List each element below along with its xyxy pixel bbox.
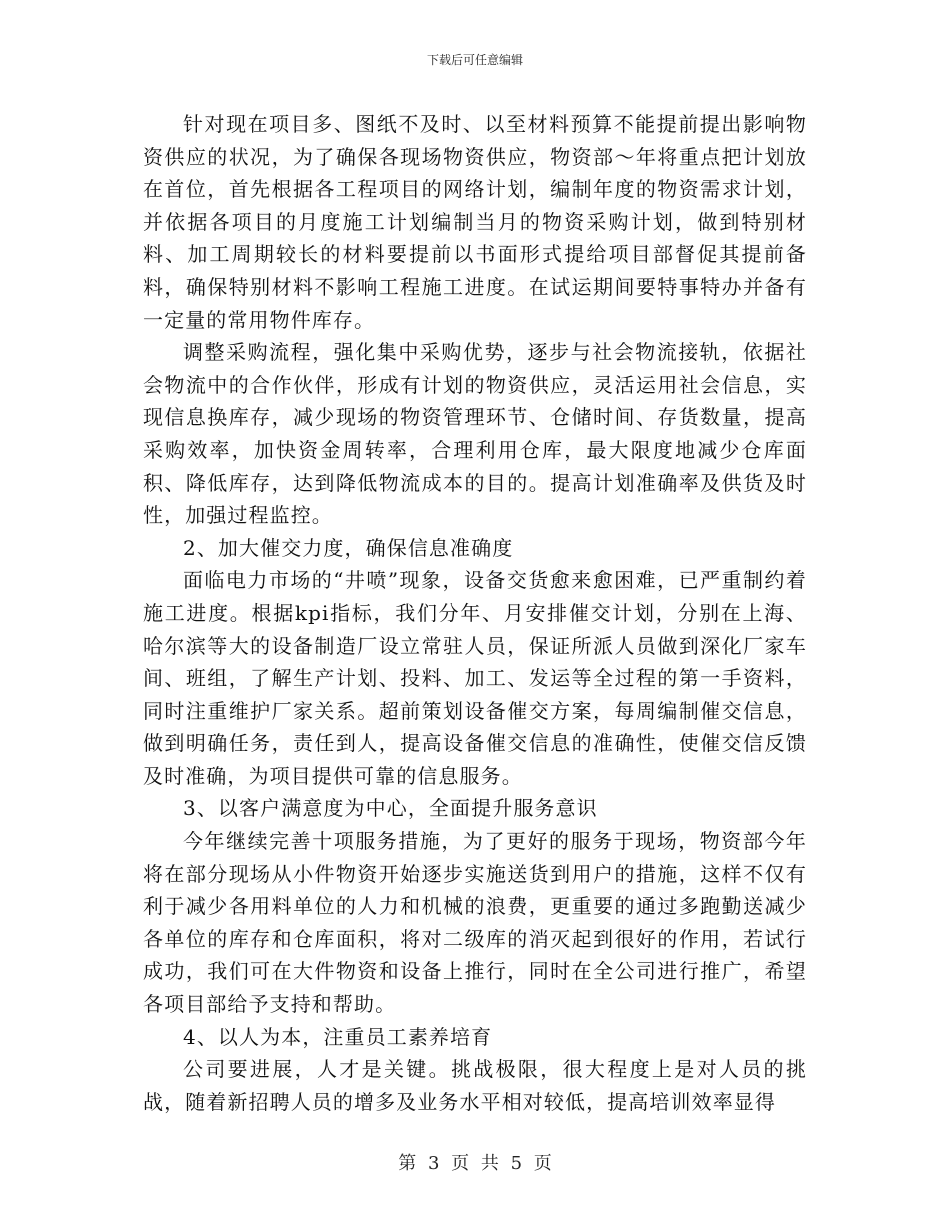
section-heading-customer-service: 3、以客户满意度为中心，全面提升服务意识 [183,796,598,821]
paragraph-expediting: 面临电力市场的“井喷”现象，设备交货愈来愈困难，已严重制约着施工进度。根据kpi指标，我们分年、月安排催交计划，分别在上海、哈尔滨等大的设备制造厂设立常驻人员，保证所派人员做到深化厂家车间、班组，了解生产计划、投料、加工、发运等全过程的第一手资料，同时注重维护厂家关系。超前策划设备催交方案，每周编制催交信息，做到明确任务，责任到人，提高设备催交信息的准确性，使催交信反馈及时准确，为项目提供可靠的信息服务。 [143,568,807,788]
paragraph-procurement-process: 调整采购流程，强化集中采购优势，逐步与社会物流接轨，依据社会物流中的合作伙伴，形成有计划的物资供应，灵活运用社会信息，实现信息换库存，减少现场的物资管理环节、仓储时间、存货数量，提高采购效率，加快资金周转率，合理利用仓库，最大限度地减少仓库面积、降低库存，达到降低物流成本的目的。提高计划准确率及供货及时性，加强过程监控。 [143,340,807,528]
document-body [143,108,807,1118]
page-number-footer: 第 3 页 共 5 页 [398,1153,552,1174]
paragraph-material-supply: 针对现在项目多、图纸不及时、以至材料预算不能提前提出影响物资供应的状况，为了确保各现场物资供应，物资部～年将重点把计划放在首位，首先根据各工程项目的网络计划，编制年度的物资需求计划，并依据各项目的月度施工计划编制当月的物资采购计划，做到特别材料、加工周期较长的材料要提前以书面形式提给项目部督促其提前备料，确保特别材料不影响工程施工进度。在试运期间要特事特办并备有一定量的常用物件库存。 [143,112,807,332]
paragraph-staff-training: 公司要进展，人才是关键。挑战极限，很大程度上是对人员的挑战，随着新招聘人员的增多及业务水平相对较低，提高培训效率显得 [143,1057,807,1114]
paragraph-customer-service: 今年继续完善十项服务措施，为了更好的服务于现场，物资部今年将在部分现场从小件物资开始逐步实施送货到用户的措施，这样不仅有利于减少各用料单位的人力和机械的浪费，更重要的通过多跑勤送减少各单位的库存和仓库面积，将对二级库的消灭起到很好的作用，若试行成功，我们可在大件物资和设备上推行，同时在全公司进行推广，希望各项目部给予支持和帮助。 [143,829,807,1017]
page-header: 下载后可任意编辑 [426,53,523,67]
section-heading-staff-training: 4、以人为本，注重员工素养培育 [183,1024,493,1049]
section-heading-expediting: 2、加大催交力度，确保信息准确度 [183,535,514,560]
